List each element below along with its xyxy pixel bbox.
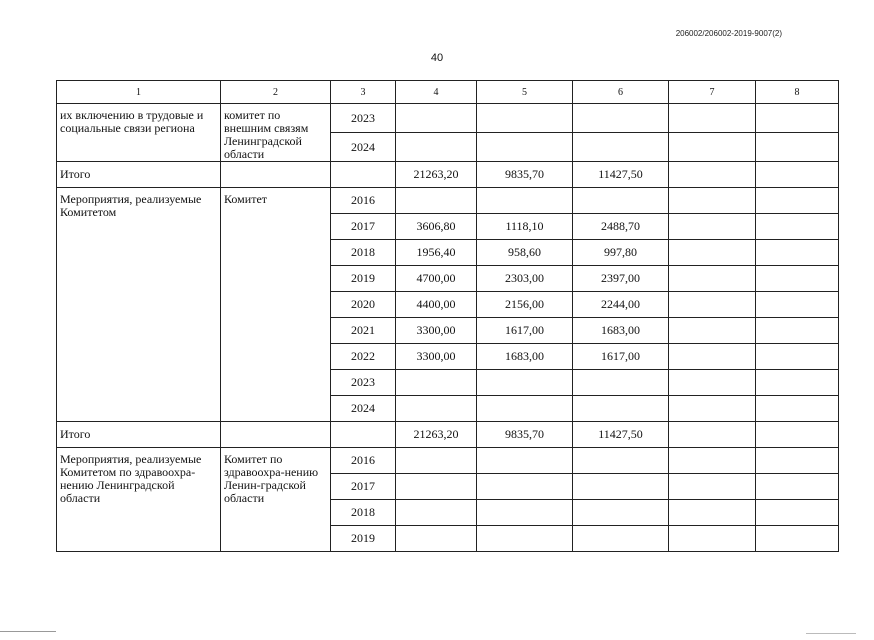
- value-cell-col5: 1617,00: [477, 318, 573, 344]
- column-header: 7: [669, 81, 756, 104]
- value-cell-col5: [477, 133, 573, 162]
- column-header: 8: [756, 81, 839, 104]
- value-cell-col5: [477, 370, 573, 396]
- table-row: [57, 448, 839, 474]
- empty-cell-col7: [669, 344, 756, 370]
- column-header: 5: [477, 81, 573, 104]
- empty-cell-col8: [756, 292, 839, 318]
- value-cell-col4: [396, 104, 477, 133]
- value-cell-col5: 2156,00: [477, 292, 573, 318]
- value-cell-col5: 958,60: [477, 240, 573, 266]
- empty-cell-col7: [669, 188, 756, 214]
- column-header: 4: [396, 81, 477, 104]
- scan-artifact: [0, 631, 56, 632]
- column-header: 3: [331, 81, 396, 104]
- empty-cell-col8: [756, 422, 839, 448]
- value-cell-col4: 3606,80: [396, 214, 477, 240]
- year-cell: 2021: [331, 318, 396, 344]
- value-cell-col4: [396, 370, 477, 396]
- year-cell: 2020: [331, 292, 396, 318]
- year-cell: 2024: [331, 133, 396, 162]
- empty-cell-col7: [669, 240, 756, 266]
- value-cell-col4: 4400,00: [396, 292, 477, 318]
- column-number-row: [57, 81, 839, 104]
- value-cell-col4: 1956,40: [396, 240, 477, 266]
- empty-cell-col2: [221, 422, 331, 448]
- table-row: [57, 104, 839, 133]
- total-label: Итого: [57, 422, 221, 448]
- table-row: [57, 188, 839, 214]
- empty-cell-col8: [756, 500, 839, 526]
- value-cell-col5: 1118,10: [477, 214, 573, 240]
- document-id: 206002/206002-2019-9007(2): [675, 29, 782, 38]
- value-cell-col6: [573, 370, 669, 396]
- year-cell: 2016: [331, 448, 396, 474]
- value-cell-col5: [477, 104, 573, 133]
- empty-cell-col7: [669, 526, 756, 552]
- year-cell: 2022: [331, 344, 396, 370]
- empty-cell-col7: [669, 370, 756, 396]
- value-cell-col4: 4700,00: [396, 266, 477, 292]
- empty-cell-col3: [331, 162, 396, 188]
- empty-cell-col8: [756, 448, 839, 474]
- empty-cell-col7: [669, 500, 756, 526]
- empty-cell-col2: [221, 162, 331, 188]
- value-cell-col6: [573, 474, 669, 500]
- year-cell: 2024: [331, 396, 396, 422]
- value-cell-col5: [477, 526, 573, 552]
- value-cell-col4: [396, 396, 477, 422]
- value-cell-col6: [573, 526, 669, 552]
- empty-cell-col7: [669, 422, 756, 448]
- empty-cell-col7: [669, 292, 756, 318]
- value-cell-col4: [396, 133, 477, 162]
- value-cell-col4: 3300,00: [396, 344, 477, 370]
- total-value-col4: 21263,20: [396, 422, 477, 448]
- empty-cell-col7: [669, 214, 756, 240]
- executor-cell: Комитет по здравоохра-нению Ленин-градской области: [221, 448, 331, 552]
- value-cell-col6: 2244,00: [573, 292, 669, 318]
- total-value-col4: 21263,20: [396, 162, 477, 188]
- value-cell-col5: [477, 188, 573, 214]
- value-cell-col6: 2488,70: [573, 214, 669, 240]
- page-number: 40: [430, 52, 444, 64]
- empty-cell-col3: [331, 422, 396, 448]
- year-cell: 2018: [331, 240, 396, 266]
- empty-cell-col7: [669, 448, 756, 474]
- year-cell: 2018: [331, 500, 396, 526]
- year-cell: 2016: [331, 188, 396, 214]
- value-cell-col6: 997,80: [573, 240, 669, 266]
- total-row: [57, 422, 839, 448]
- year-cell: 2017: [331, 474, 396, 500]
- value-cell-col5: [477, 448, 573, 474]
- empty-cell-col8: [756, 318, 839, 344]
- empty-cell-col8: [756, 474, 839, 500]
- empty-cell-col7: [669, 266, 756, 292]
- activity-name-cell: их включению в трудовые и социальные связи региона: [57, 104, 221, 162]
- year-cell: 2019: [331, 266, 396, 292]
- value-cell-col4: 3300,00: [396, 318, 477, 344]
- empty-cell-col8: [756, 240, 839, 266]
- total-value-col5: 9835,70: [477, 162, 573, 188]
- column-header: 1: [57, 81, 221, 104]
- value-cell-col5: 2303,00: [477, 266, 573, 292]
- empty-cell-col8: [756, 266, 839, 292]
- activity-name-cell: Мероприятия, реализуемые Комитетом: [57, 188, 221, 422]
- value-cell-col4: [396, 526, 477, 552]
- data-table: [56, 80, 839, 552]
- executor-cell: Комитет: [221, 188, 331, 422]
- total-row: [57, 162, 839, 188]
- value-cell-col4: [396, 188, 477, 214]
- total-value-col5: 9835,70: [477, 422, 573, 448]
- empty-cell-col7: [669, 104, 756, 133]
- value-cell-col4: [396, 500, 477, 526]
- total-label: Итого: [57, 162, 221, 188]
- empty-cell-col8: [756, 370, 839, 396]
- year-cell: 2023: [331, 370, 396, 396]
- value-cell-col5: [477, 500, 573, 526]
- value-cell-col6: 2397,00: [573, 266, 669, 292]
- empty-cell-col8: [756, 396, 839, 422]
- value-cell-col5: [477, 474, 573, 500]
- empty-cell-col8: [756, 162, 839, 188]
- total-value-col6: 11427,50: [573, 422, 669, 448]
- empty-cell-col8: [756, 133, 839, 162]
- value-cell-col5: 1683,00: [477, 344, 573, 370]
- value-cell-col6: [573, 188, 669, 214]
- value-cell-col6: [573, 500, 669, 526]
- empty-cell-col7: [669, 133, 756, 162]
- scan-artifact: [806, 633, 856, 634]
- empty-cell-col8: [756, 214, 839, 240]
- value-cell-col6: 1617,00: [573, 344, 669, 370]
- year-cell: 2023: [331, 104, 396, 133]
- value-cell-col6: [573, 448, 669, 474]
- year-cell: 2017: [331, 214, 396, 240]
- year-cell: 2019: [331, 526, 396, 552]
- value-cell-col6: 1683,00: [573, 318, 669, 344]
- value-cell-col4: [396, 474, 477, 500]
- executor-cell: комитет по внешним связям Ленинградской области: [221, 104, 331, 162]
- value-cell-col5: [477, 396, 573, 422]
- empty-cell-col8: [756, 344, 839, 370]
- column-header: 2: [221, 81, 331, 104]
- value-cell-col6: [573, 396, 669, 422]
- empty-cell-col8: [756, 526, 839, 552]
- activity-name-cell: Мероприятия, реализуемые Комитетом по здравоохра-нению Ленинградской области: [57, 448, 221, 552]
- empty-cell-col7: [669, 474, 756, 500]
- total-value-col6: 11427,50: [573, 162, 669, 188]
- value-cell-col4: [396, 448, 477, 474]
- empty-cell-col7: [669, 162, 756, 188]
- column-header: 6: [573, 81, 669, 104]
- empty-cell-col8: [756, 188, 839, 214]
- empty-cell-col7: [669, 396, 756, 422]
- empty-cell-col7: [669, 318, 756, 344]
- value-cell-col6: [573, 133, 669, 162]
- value-cell-col6: [573, 104, 669, 133]
- empty-cell-col8: [756, 104, 839, 133]
